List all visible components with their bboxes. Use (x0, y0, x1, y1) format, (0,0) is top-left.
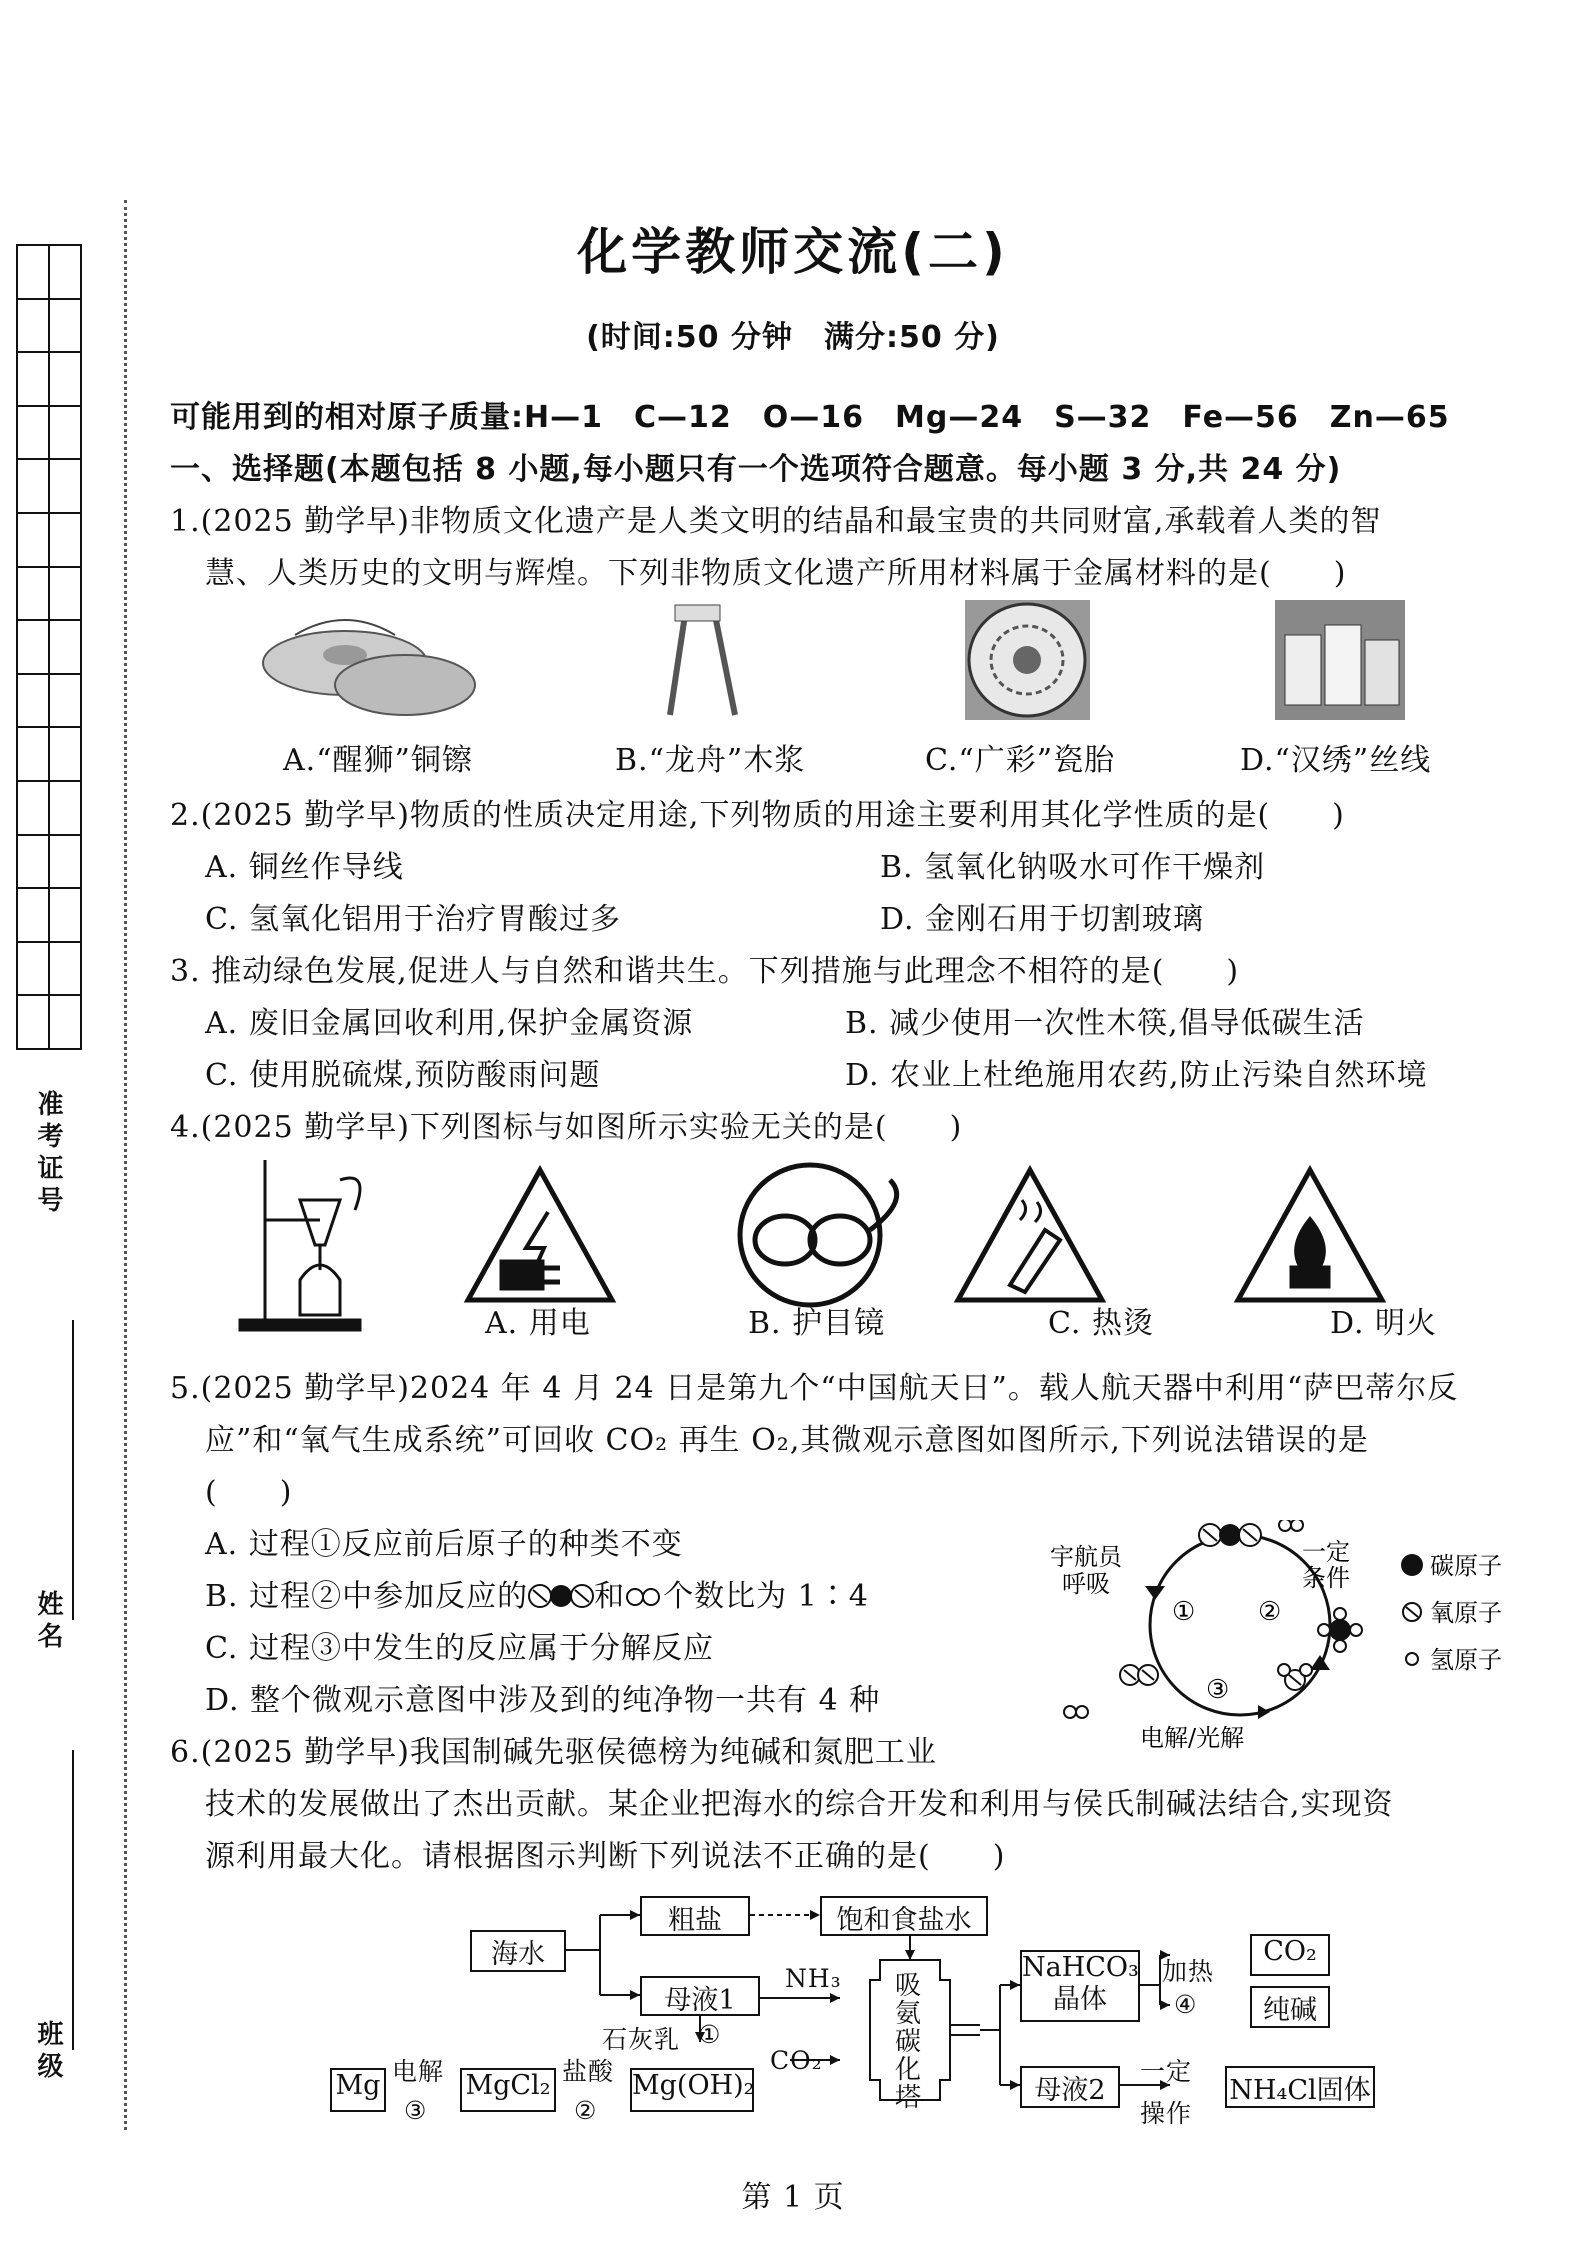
q5-cycle-diagram (1040, 1520, 1540, 1760)
q4-stem: 4.(2025 勤学早)下列图标与如图所示实验无关的是( ) (170, 1110, 963, 1145)
heating-apparatus-icon (240, 1160, 360, 1330)
q4-option-b: B. 护目镜 (748, 1306, 886, 1341)
flow-soda-ash: 纯碱 (1250, 1986, 1330, 2028)
legend-oxygen: 氧原子 (1430, 1599, 1502, 1627)
h2-molecule-icon (625, 1587, 663, 1607)
q6-line1: 6.(2025 勤学早)我国制碱先驱侯德榜为纯碱和氮肥工业 (170, 1735, 937, 1770)
q2-option-d: D. 金刚石用于切割玻璃 (880, 902, 1205, 937)
step3-label: ③ (1206, 1675, 1230, 1705)
atomic-masses: 可能用到的相对原子质量:H—1 C—12 O—16 Mg—24 S—32 Fe—56 Zn—65 (170, 400, 1450, 435)
flow-mother-liquor-1: 母液1 (640, 1976, 760, 2016)
exam-number-label: 准考证号 (33, 1090, 63, 1218)
condition-label2: 条件 (1302, 1564, 1350, 1592)
flow-step3: ③ (404, 2096, 428, 2125)
q5-line2: 应”和“氧气生成系统”可回收 CO₂ 再生 O₂,其微观示意图如图所示,下列说法错误的是 (205, 1423, 1369, 1458)
q1-line1: 1.(2025 勤学早)非物质文化遗产是人类文明的结晶和最宝贵的共同财富,承载着人类的智 (170, 504, 1382, 539)
flow-mg: Mg (330, 2068, 386, 2112)
q5-line3: ( ) (205, 1475, 293, 1510)
breathe-label: 呼吸 (1062, 1570, 1110, 1598)
flow-tower-label: 吸 氨 碳 化 塔 (894, 1971, 921, 2113)
flow-nh4cl: NH₄Cl固体 (1225, 2066, 1375, 2108)
q1-option-a: A.“醒狮”铜镲 (283, 743, 473, 778)
q1-line2: 慧、人类历史的文明与辉煌。下列非物质文化遗产所用材料属于金属材料的是( ) (205, 556, 1347, 591)
legend-carbon: 碳原子 (1430, 1552, 1502, 1580)
page-number: 第 1 页 (741, 2180, 845, 2215)
q6-line2: 技术的发展做出了杰出贡献。某企业把海水的综合开发和利用与侯氏制碱法结合,实现资 (205, 1787, 1394, 1822)
q5-option-c: C. 过程③中发生的反应属于分解反应 (205, 1631, 714, 1666)
page-title: 化学教师交流(二) (577, 223, 1009, 281)
flow-co2-in: CO₂ (770, 2046, 823, 2075)
step1-label: ① (1172, 1597, 1196, 1627)
q3-option-b: B. 减少使用一次性木筷,倡导低碳生活 (845, 1006, 1365, 1041)
flow-seawater: 海水 (470, 1930, 566, 1972)
goggles-icon (740, 1165, 897, 1305)
q6-line3: 源利用最大化。请根据图示判断下列说法不正确的是( ) (205, 1839, 1006, 1874)
q3-stem: 3. 推动绿色发展,促进人与自然和谐共生。下列措施与此理念不相符的是( ) (170, 954, 1240, 989)
flow-crude-salt: 粗盐 (640, 1896, 750, 1936)
q2-stem: 2.(2025 勤学早)物质的性质决定用途,下列物质的用途主要利用其化学性质的是( ) (170, 798, 1345, 833)
oars-image (670, 605, 735, 715)
silk-thread-image (1275, 600, 1405, 720)
name-label: 姓名 (33, 1590, 63, 1654)
name-underline (72, 1320, 74, 1620)
q5-option-a: A. 过程①反应前后原子的种类不变 (205, 1527, 683, 1562)
electrolysis-label: 电解/光解 (1140, 1724, 1245, 1752)
legend-hydrogen: 氢原子 (1430, 1646, 1502, 1674)
co2-molecule-top (1199, 1524, 1261, 1546)
flow-heat-label: 加热 (1162, 1957, 1215, 1986)
methane-molecule (1318, 1608, 1362, 1652)
q4-option-c: C. 热烫 (1048, 1306, 1154, 1341)
q5-line1: 5.(2025 勤学早)2024 年 4 月 24 日是第九个“中国航天日”。载人航天器中利用“萨巴蒂尔反 (170, 1371, 1459, 1406)
step2-label: ② (1258, 1597, 1282, 1627)
cymbals-image (263, 620, 475, 715)
open-flame-icon (1238, 1170, 1382, 1300)
flow-mgcl2: MgCl₂ (460, 2068, 556, 2112)
class-underline (72, 1750, 74, 2050)
section-heading: 一、选择题(本题包括 8 小题,每小题只有一个选项符合题意。每小题 3 分,共 24 分) (170, 452, 1342, 487)
flow-electrolysis-label: 电解 (392, 2057, 445, 2086)
flow-step1: ① (698, 2020, 722, 2049)
co2-molecule-icon (528, 1584, 594, 1608)
hot-surface-icon (958, 1170, 1102, 1300)
q5-option-b: B. 过程②中参加反应的 和 个数比为 1∶4 (205, 1579, 869, 1614)
porcelain-image (965, 600, 1090, 720)
condition-label: 一定 (1302, 1538, 1350, 1566)
exam-info: (时间:50 分钟 满分:50 分) (586, 320, 1000, 355)
flow-nahco3: NaHCO₃ 晶体 (1020, 1950, 1140, 2022)
q2-option-c: C. 氢氧化铝用于治疗胃酸过多 (205, 902, 621, 937)
q3-option-d: D. 农业上杜绝施用农药,防止污染自然环境 (845, 1058, 1428, 1093)
flow-hcl-label: 盐酸 (562, 2057, 615, 2086)
q3-option-c: C. 使用脱硫煤,预防酸雨问题 (205, 1058, 601, 1093)
flow-mgoh2: Mg(OH)₂ (630, 2068, 754, 2112)
flow-operation-label: 一定 (1140, 2057, 1193, 2086)
q4-option-d: D. 明火 (1330, 1306, 1438, 1341)
q3-option-a: A. 废旧金属回收利用,保护金属资源 (205, 1006, 694, 1041)
q1-option-c: C.“广彩”瓷胎 (925, 743, 1116, 778)
flow-step2: ② (574, 2096, 598, 2125)
q5-option-d: D. 整个微观示意图中涉及到的纯净物一共有 4 种 (205, 1683, 881, 1718)
flow-operation-label2: 操作 (1140, 2099, 1193, 2128)
flow-nh3: NH₃ (785, 1964, 842, 1993)
q2-option-a: A. 铜丝作导线 (205, 850, 404, 885)
q1-images (255, 595, 1445, 735)
electricity-warning-icon (468, 1170, 612, 1300)
flow-lime-label: 石灰乳 (602, 2025, 681, 2054)
astronaut-label: 宇航员 (1050, 1543, 1122, 1571)
binding-dotted-line (124, 200, 127, 2130)
flow-brine: 饱和食盐水 (820, 1896, 988, 1936)
flow-step4: ④ (1174, 1990, 1198, 2019)
flow-co2-out: CO₂ (1250, 1934, 1330, 1976)
q1-option-d: D.“汉绣”丝线 (1240, 743, 1432, 778)
q4-option-a: A. 用电 (485, 1306, 591, 1341)
q1-option-b: B.“龙舟”木浆 (615, 743, 806, 778)
exam-number-grid (16, 244, 82, 1050)
class-label: 班级 (33, 2020, 63, 2084)
o2-molecule (1120, 1665, 1158, 1685)
flow-mother-liquor-2: 母液2 (1020, 2066, 1120, 2108)
q2-option-b: B. 氢氧化钠吸水可作干燥剂 (880, 850, 1266, 885)
